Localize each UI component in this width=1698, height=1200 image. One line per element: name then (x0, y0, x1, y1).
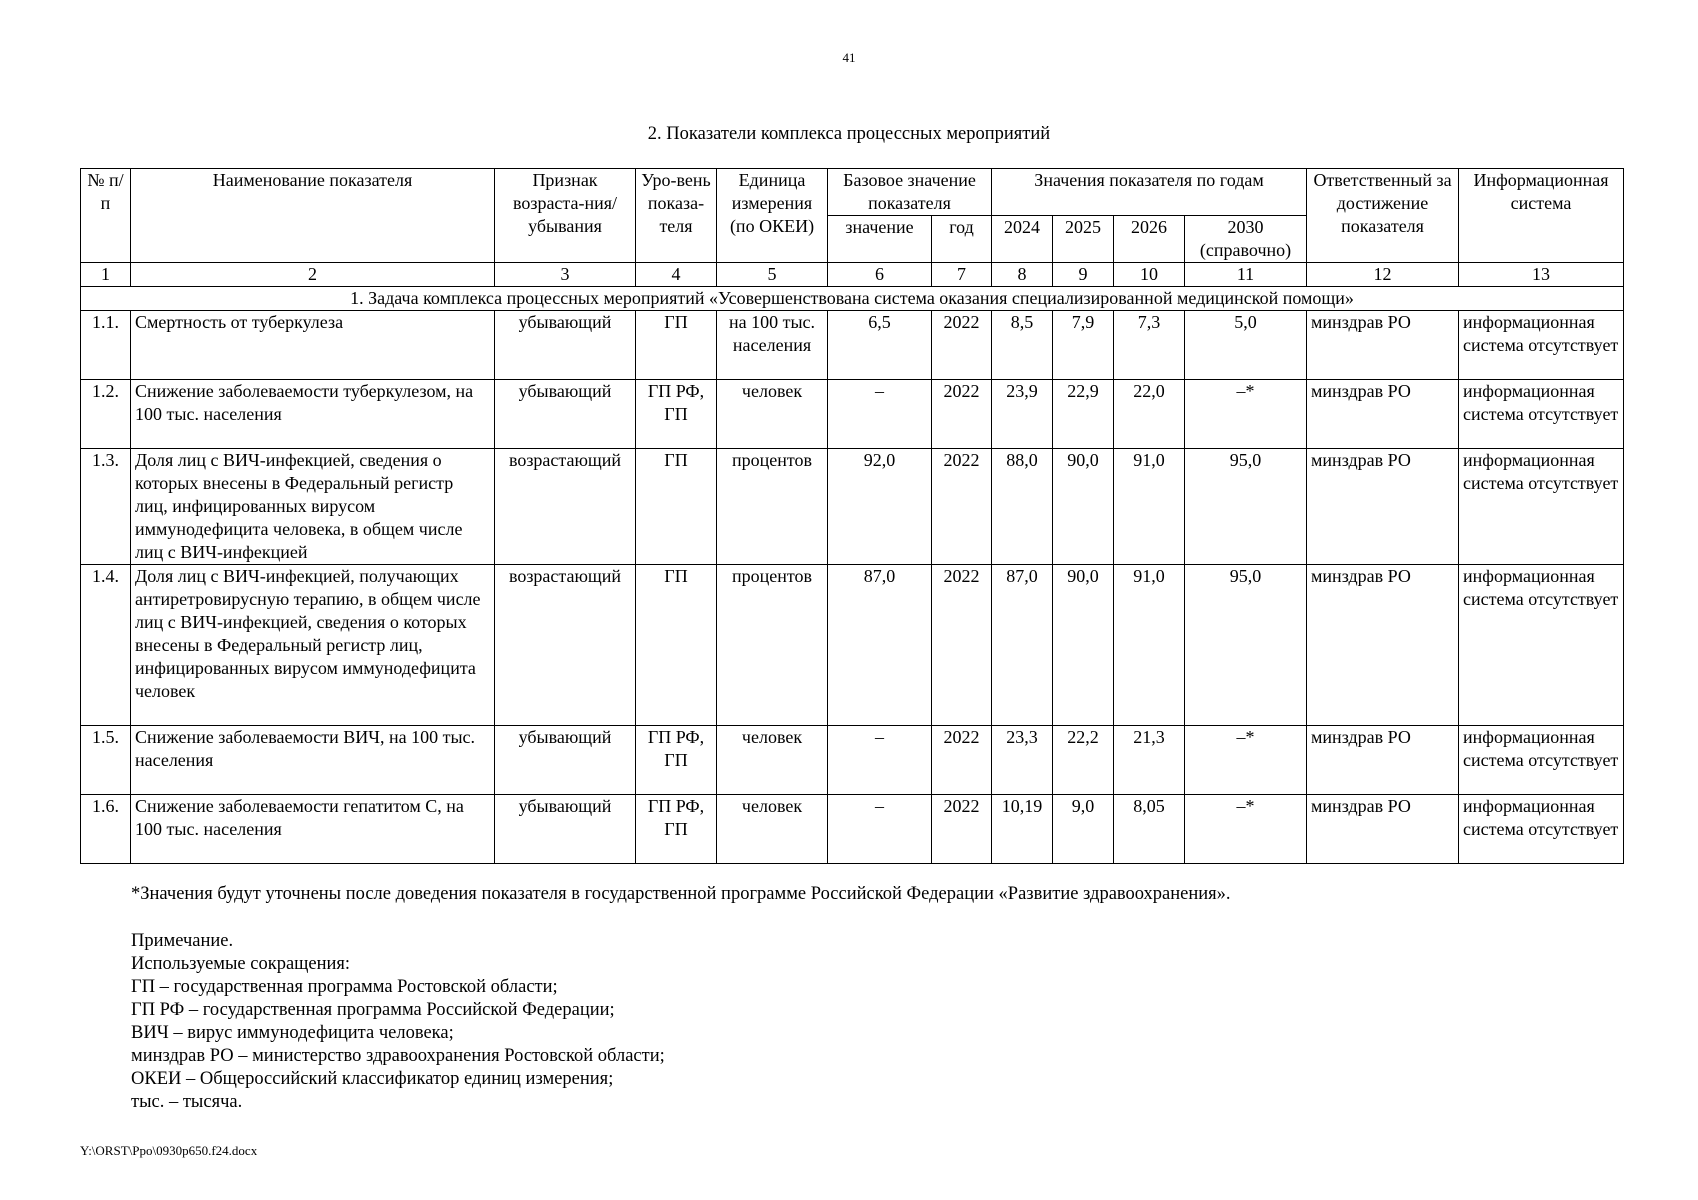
row-value-2026: 91,0 (1114, 565, 1185, 726)
header-year-2024: 2024 (992, 216, 1053, 263)
row-base-year: 2022 (932, 795, 992, 864)
notes-block (131, 930, 1581, 1114)
row-responsible: минздрав РО (1307, 311, 1459, 380)
row-info-system: информационная система отсутствует (1459, 311, 1624, 380)
row-num: 1.3. (81, 449, 131, 565)
table-row (81, 380, 1624, 449)
row-responsible: минздрав РО (1307, 726, 1459, 795)
header-base: Базовое значение показателя (828, 169, 992, 216)
row-responsible: минздрав РО (1307, 795, 1459, 864)
row-level: ГП (636, 565, 717, 726)
column-numbers-row (81, 263, 1624, 287)
row-value-2030: 5,0 (1185, 311, 1307, 380)
colnum-10: 10 (1114, 263, 1185, 287)
colnum-2: 2 (131, 263, 495, 287)
row-trend: возрастающий (495, 449, 636, 565)
row-trend: убывающий (495, 726, 636, 795)
row-info-system: информационная система отсутствует (1459, 565, 1624, 726)
colnum-8: 8 (992, 263, 1053, 287)
row-name: Смертность от туберкулеза (131, 311, 495, 380)
row-unit: процентов (717, 565, 828, 726)
row-value-2026: 7,3 (1114, 311, 1185, 380)
row-name: Снижение заболеваемости ВИЧ, на 100 тыс. населения (131, 726, 495, 795)
row-value-2025: 22,2 (1053, 726, 1114, 795)
row-info-system: информационная система отсутствует (1459, 449, 1624, 565)
table-row (81, 311, 1624, 380)
notes-title: Примечание. (131, 931, 234, 951)
abbreviation-item: тыс. – тысяча. (131, 1092, 243, 1112)
table-row (81, 726, 1624, 795)
row-level: ГП РФ, ГП (636, 380, 717, 449)
abbreviation-item: ВИЧ – вирус иммунодефицита человека; (131, 1023, 454, 1043)
row-num: 1.5. (81, 726, 131, 795)
row-base-value: 92,0 (828, 449, 932, 565)
row-trend: убывающий (495, 311, 636, 380)
header-row-top (81, 169, 1624, 216)
row-value-2025: 90,0 (1053, 565, 1114, 726)
row-value-2025: 90,0 (1053, 449, 1114, 565)
indicators-table (80, 168, 1624, 864)
row-value-2024: 88,0 (992, 449, 1053, 565)
row-value-2030: 95,0 (1185, 449, 1307, 565)
row-unit: процентов (717, 449, 828, 565)
header-year-2030: 2030 (справочно) (1185, 216, 1307, 263)
row-base-year: 2022 (932, 726, 992, 795)
file-path: Y:\ORST\Ppo\0930p650.f24.docx (80, 1143, 258, 1158)
row-value-2026: 22,0 (1114, 380, 1185, 449)
row-value-2030: 95,0 (1185, 565, 1307, 726)
row-num: 1.2. (81, 380, 131, 449)
colnum-12: 12 (1307, 263, 1459, 287)
colnum-13: 13 (1459, 263, 1624, 287)
row-value-2026: 8,05 (1114, 795, 1185, 864)
header-num: № п/п (81, 169, 131, 263)
header-name: Наименование показателя (131, 169, 495, 263)
row-responsible: минздрав РО (1307, 380, 1459, 449)
row-value-2026: 21,3 (1114, 726, 1185, 795)
row-value-2025: 7,9 (1053, 311, 1114, 380)
task-title: 1. Задача комплекса процессных мероприятий «Усовершенствована система оказания специализированной медицинской помощи» (81, 287, 1624, 311)
footnote: *Значения будут уточнены после доведения показателя в государственной программе Российской Федерации «Развитие здравоохранения». (131, 884, 1231, 904)
row-base-value: 6,5 (828, 311, 932, 380)
colnum-4: 4 (636, 263, 717, 287)
row-trend: убывающий (495, 795, 636, 864)
section-title: 2. Показатели комплекса процессных мероприятий (647, 124, 1051, 144)
table-row (81, 449, 1624, 565)
colnum-6: 6 (828, 263, 932, 287)
row-base-value: – (828, 726, 932, 795)
abbreviation-item: ГП – государственная программа Ростовской области; (131, 977, 558, 997)
header-trend: Признак возраста-ния/убывания (495, 169, 636, 263)
abbreviation-item: ОКЕИ – Общероссийский классификатор единиц измерения; (131, 1069, 614, 1089)
colnum-9: 9 (1053, 263, 1114, 287)
row-unit: человек (717, 380, 828, 449)
row-responsible: минздрав РО (1307, 565, 1459, 726)
row-level: ГП (636, 311, 717, 380)
row-unit: человек (717, 795, 828, 864)
row-trend: возрастающий (495, 565, 636, 726)
header-info-system: Информационная система (1459, 169, 1624, 263)
row-value-2024: 10,19 (992, 795, 1053, 864)
row-unit: человек (717, 726, 828, 795)
page-number: 41 (842, 50, 856, 65)
row-num: 1.4. (81, 565, 131, 726)
row-base-value: – (828, 380, 932, 449)
header-values-by-year: Значения показателя по годам (992, 169, 1307, 216)
colnum-3: 3 (495, 263, 636, 287)
abbreviation-item: ГП РФ – государственная программа Российской Федерации; (131, 1000, 615, 1020)
header-year-2026: 2026 (1114, 216, 1185, 263)
row-value-2024: 8,5 (992, 311, 1053, 380)
row-base-year: 2022 (932, 449, 992, 565)
table-row (81, 795, 1624, 864)
colnum-5: 5 (717, 263, 828, 287)
row-name: Снижение заболеваемости гепатитом С, на 100 тыс. населения (131, 795, 495, 864)
row-level: ГП РФ, ГП (636, 795, 717, 864)
row-name: Доля лиц с ВИЧ-инфекцией, сведения о которых внесены в Федеральный регистр лиц, инфицированных вирусом иммунодефицита человека, в общем числе лиц с ВИЧ-инфекцией (131, 449, 495, 565)
header-year-2025: 2025 (1053, 216, 1114, 263)
row-unit: на 100 тыс. населения (717, 311, 828, 380)
abbreviation-item: минздрав РО – министерство здравоохранения Ростовской области; (131, 1046, 665, 1066)
row-base-year: 2022 (932, 380, 992, 449)
colnum-11: 11 (1185, 263, 1307, 287)
abbreviations-title: Используемые сокращения: (131, 954, 351, 974)
row-value-2025: 9,0 (1053, 795, 1114, 864)
row-value-2024: 23,3 (992, 726, 1053, 795)
row-value-2030: –* (1185, 380, 1307, 449)
row-value-2024: 23,9 (992, 380, 1053, 449)
header-responsible: Ответственный за достижение показателя (1307, 169, 1459, 263)
row-level: ГП (636, 449, 717, 565)
colnum-1: 1 (81, 263, 131, 287)
row-value-2030: –* (1185, 726, 1307, 795)
row-base-year: 2022 (932, 311, 992, 380)
row-base-value: 87,0 (828, 565, 932, 726)
row-value-2025: 22,9 (1053, 380, 1114, 449)
row-num: 1.6. (81, 795, 131, 864)
header-level: Уро-вень показа-теля (636, 169, 717, 263)
row-responsible: минздрав РО (1307, 449, 1459, 565)
header-unit: Единица измерения (по ОКЕИ) (717, 169, 828, 263)
row-info-system: информационная система отсутствует (1459, 380, 1624, 449)
row-name: Снижение заболеваемости туберкулезом, на 100 тыс. населения (131, 380, 495, 449)
header-base-value: значение (828, 216, 932, 263)
table-row (81, 565, 1624, 726)
row-trend: убывающий (495, 380, 636, 449)
row-value-2026: 91,0 (1114, 449, 1185, 565)
row-base-year: 2022 (932, 565, 992, 726)
row-num: 1.1. (81, 311, 131, 380)
colnum-7: 7 (932, 263, 992, 287)
row-level: ГП РФ, ГП (636, 726, 717, 795)
header-base-year: год (932, 216, 992, 263)
row-info-system: информационная система отсутствует (1459, 795, 1624, 864)
row-value-2030: –* (1185, 795, 1307, 864)
row-value-2024: 87,0 (992, 565, 1053, 726)
row-base-value: – (828, 795, 932, 864)
task-row (81, 287, 1624, 311)
row-name: Доля лиц с ВИЧ-инфекцией, получающих антиретровирусную терапию, в общем числе лиц с ВИЧ-инфекцией, сведения о которых внесены в Федеральный регистр лиц, инфицированных вирусом иммунодефицита человек (131, 565, 495, 726)
row-info-system: информационная система отсутствует (1459, 726, 1624, 795)
